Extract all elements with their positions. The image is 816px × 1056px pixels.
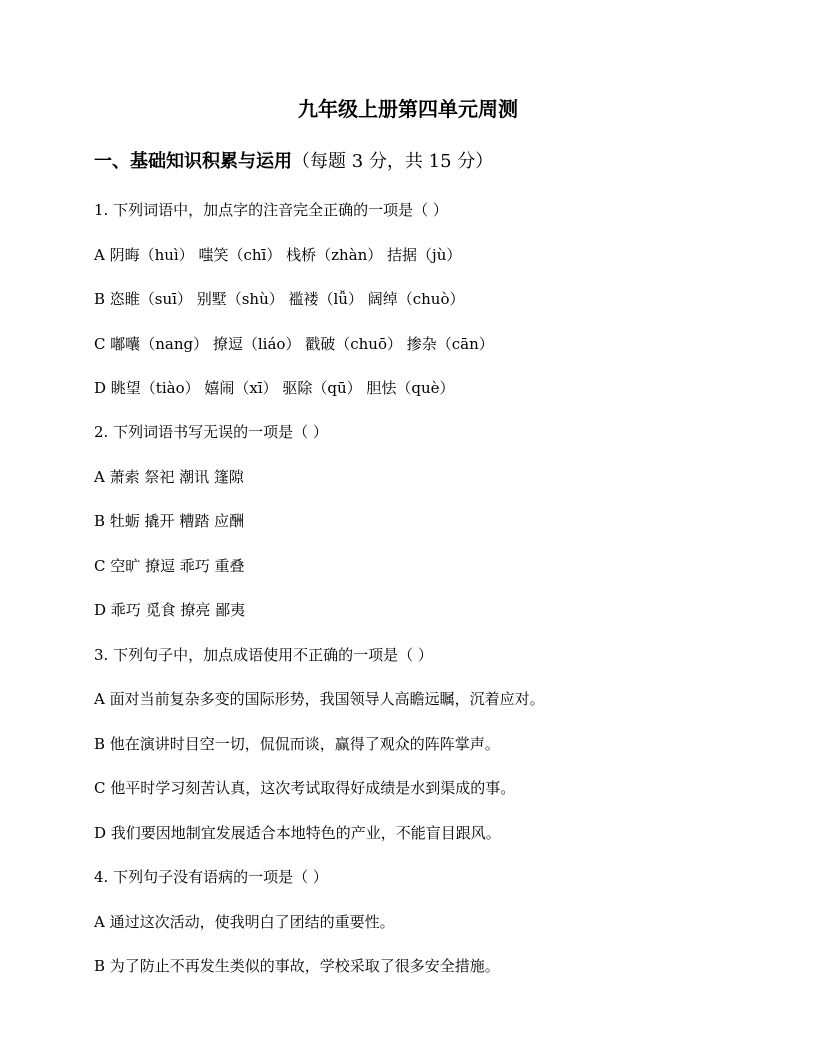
question-3: 3. 下列句子中，加点成语使用不正确的一项是（ ）: [94, 646, 433, 664]
page-title: 九年级上册第四单元周测: [298, 97, 518, 121]
question-3-option-a: A 面对当前复杂多变的国际形势，我国领导人高瞻远瞩，沉着应对。: [94, 690, 545, 708]
question-4-option-a: A 通过这次活动，使我明白了团结的重要性。: [94, 913, 395, 931]
question-2-option-b: B 牡蛎 撬开 糟踏 应酬: [94, 512, 245, 530]
section-score-note: （每题 3 分，共 15 分）: [292, 151, 494, 172]
question-4: 4. 下列句子没有语病的一项是（ ）: [94, 868, 328, 886]
question-2-option-d: D 乖巧 觅食 撩亮 鄙夷: [94, 601, 246, 619]
question-3-option-c: C 他平时学习刻苦认真，这次考试取得好成绩是水到渠成的事。: [94, 779, 516, 797]
question-1-option-d: D 眺望（tiào） 嬉闹（xī） 驱除（qū） 胆怯（què）: [94, 379, 455, 397]
question-4-option-b: B 为了防止不再发生类似的事故，学校采取了很多安全措施。: [94, 957, 500, 975]
question-1: 1. 下列词语中，加点字的注音完全正确的一项是（ ）: [94, 201, 448, 219]
question-1-option-a: A 阴晦（huì） 嗤笑（chī） 栈桥（zhàn） 拮据（jù）: [94, 246, 462, 264]
question-2-option-c: C 空旷 撩逗 乖巧 重叠: [94, 557, 245, 575]
question-2: 2. 下列词语书写无误的一项是（ ）: [94, 423, 328, 441]
question-3-option-d: D 我们要因地制宜发展适合本地特色的产业，不能盲目跟风。: [94, 824, 501, 842]
question-3-option-b: B 他在演讲时目空一切，侃侃而谈，赢得了观众的阵阵掌声。: [94, 735, 500, 753]
section-heading: [94, 150, 493, 174]
question-2-option-a: A 萧索 祭祀 潮讯 篷隙: [94, 468, 244, 486]
section-title: 一、基础知识积累与运用: [94, 151, 292, 172]
question-1-option-c: C 嘟囔（nang） 撩逗（liáo） 戳破（chuō） 掺杂（cān）: [94, 335, 494, 353]
question-1-option-b: B 恣睢（suī） 别墅（shù） 褴褛（lǚ） 阔绰（chuò）: [94, 290, 465, 308]
